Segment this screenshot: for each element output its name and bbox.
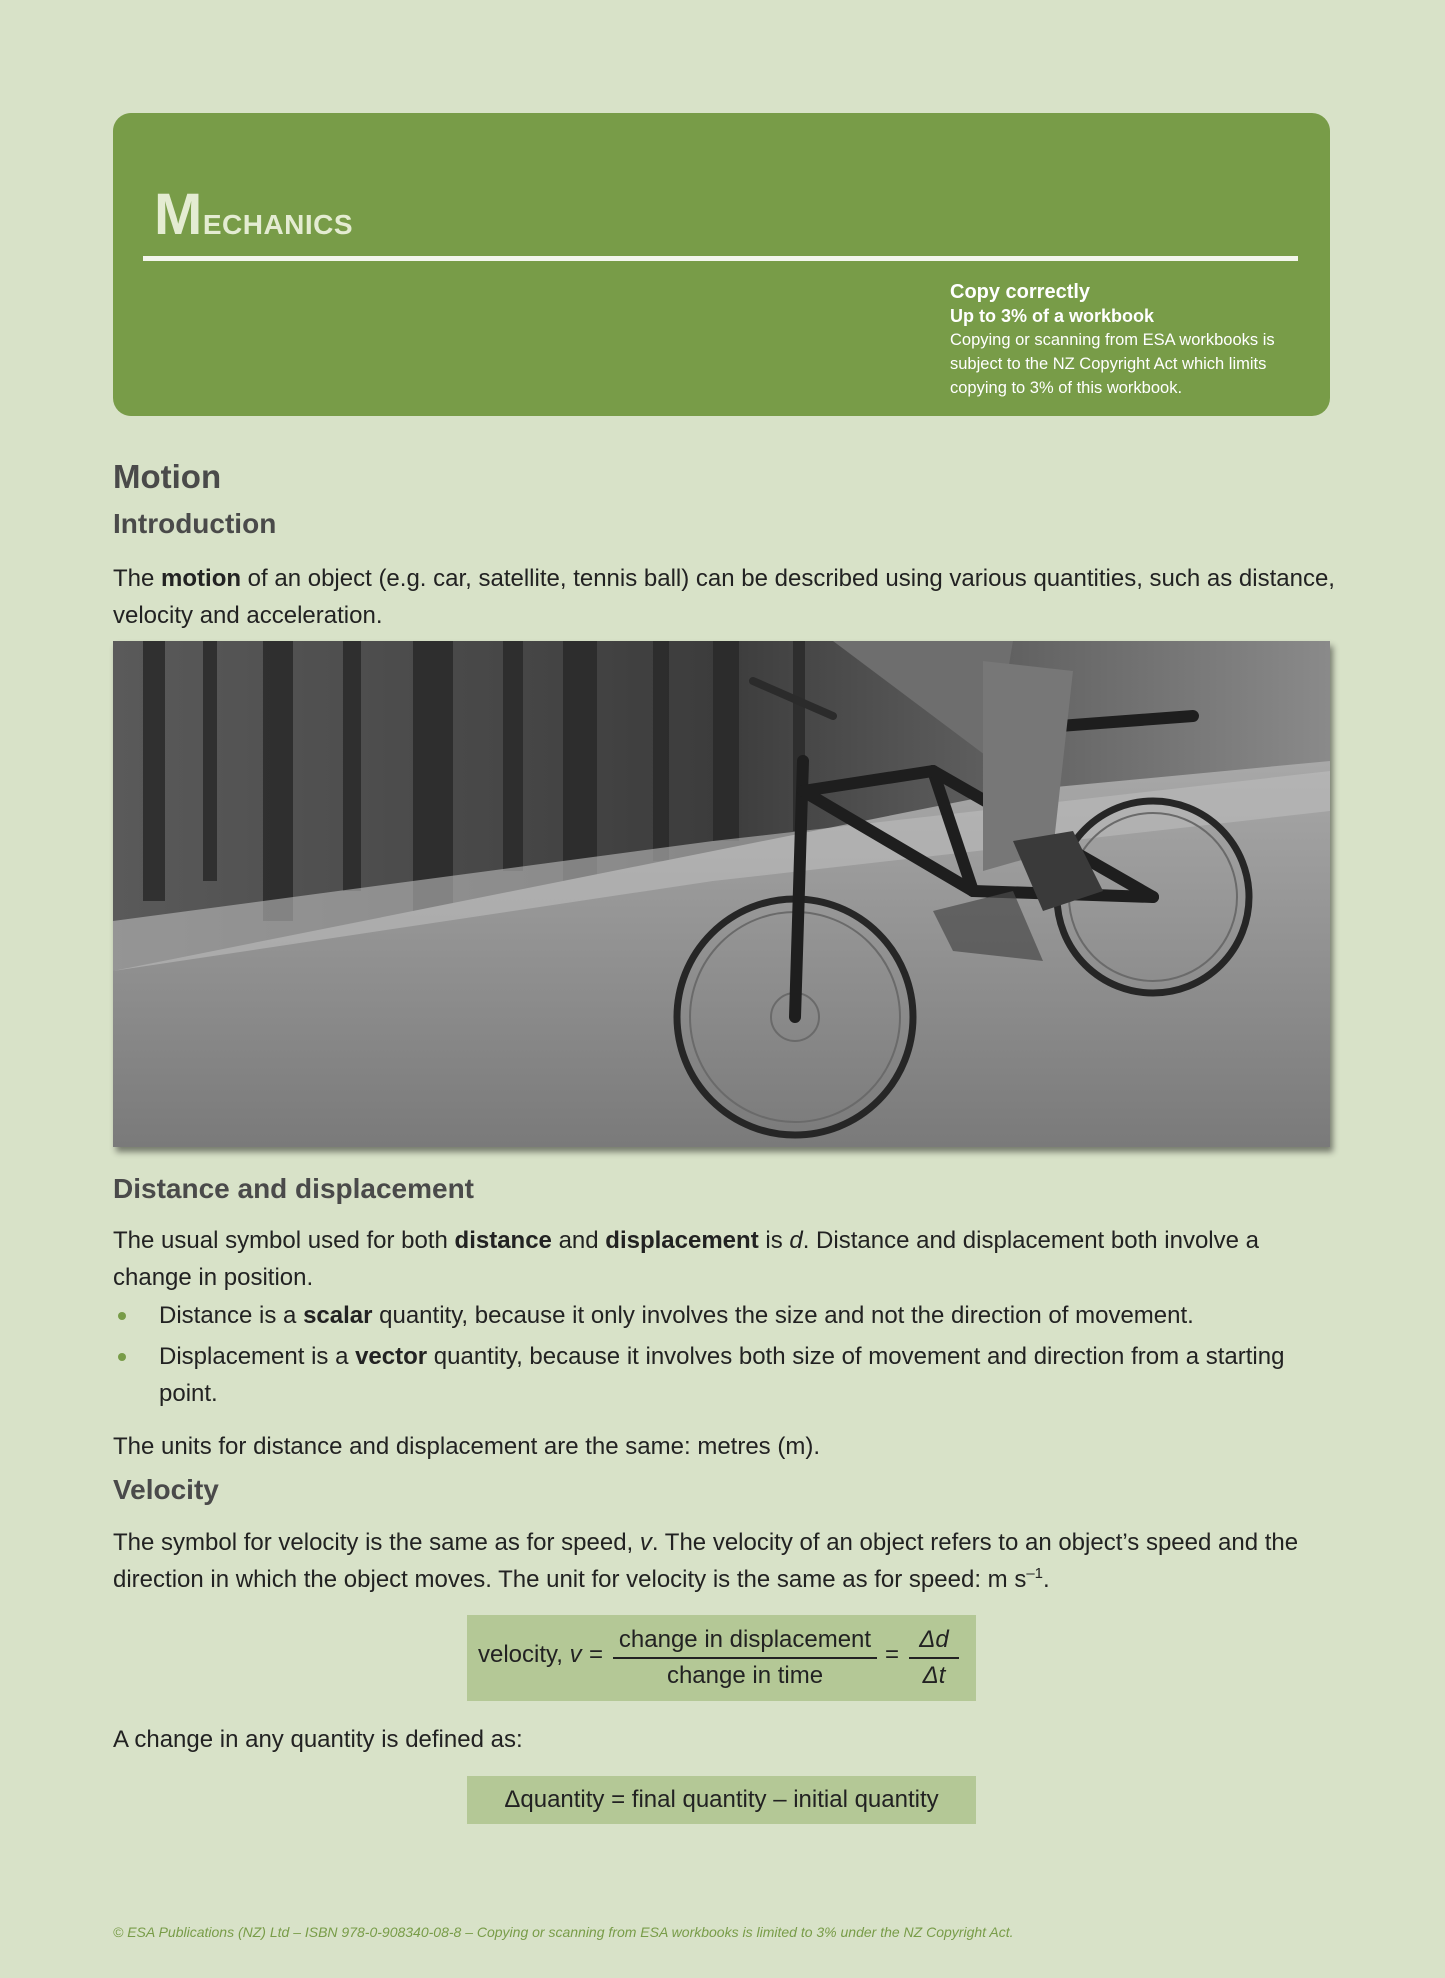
copy-title: Copy correctly <box>950 281 1091 303</box>
copy-text: Copying or scanning from ESA workbooks is subject to the NZ Copyright Act which limits copying to 3% of this workbook. <box>950 331 1275 397</box>
banner-divider <box>143 256 1298 261</box>
subheading-distance: Distance and displacement <box>113 1173 475 1204</box>
units-paragraph: The units for distance and displacement are the same: metres (m). <box>113 1433 820 1460</box>
distance-bullet-list <box>113 1297 1343 1416</box>
fraction-denominator: Δt <box>922 1662 946 1689</box>
fraction-numerator: Δd <box>919 1626 949 1653</box>
copyright-notice <box>950 280 1320 400</box>
copy-subtitle: Up to 3% of a workbook <box>950 306 1155 326</box>
equals-sign: = <box>885 1641 900 1668</box>
distance-paragraph: The usual symbol used for both distance and displacement is d. Distance and displacement both involve a change in position. <box>113 1227 1259 1291</box>
delta-fraction <box>909 1625 959 1691</box>
fraction-numerator: change in displacement <box>618 1626 872 1653</box>
formula-label: velocity, v <box>478 1641 582 1668</box>
change-intro: A change in any quantity is defined as: <box>113 1726 523 1753</box>
chapter-title: Mechanics <box>154 182 354 247</box>
cyclist-photo <box>113 641 1330 1147</box>
header-banner <box>113 113 1330 416</box>
subheading-velocity: Velocity <box>113 1474 219 1505</box>
displacement-over-time-fraction <box>613 1625 877 1691</box>
intro-paragraph: The motion of an object (e.g. car, satellite, tennis ball) can be described using various quantities, such as distance, velocity and acceleration. <box>113 565 1335 629</box>
footer-copyright: © ESA Publications (NZ) Ltd – ISBN 978-0-908340-08-8 – Copying or scanning from ESA workbooks is limited to 3% under the NZ Copyright Act. <box>113 1924 1014 1940</box>
list-item: Distance is a scalar quantity, because it only involves the size and not the direction of movement. <box>113 1297 1343 1334</box>
fraction-denominator: change in time <box>666 1662 824 1689</box>
list-item: Displacement is a vector quantity, because it involves both size of movement and direction from a starting point. <box>113 1338 1343 1412</box>
change-formula: Δquantity = final quantity – initial quantity <box>467 1776 976 1824</box>
subheading-introduction: Introduction <box>113 508 277 539</box>
section-heading-motion: Motion <box>113 458 222 495</box>
velocity-formula <box>467 1615 976 1701</box>
equals-sign: = <box>589 1641 604 1668</box>
velocity-paragraph: The symbol for velocity is the same as for speed, v. The velocity of an object refers to an object’s speed and the direction in which the object moves. The unit for velocity is the same as for speed: m $s^{-1}$. <box>113 1529 1299 1593</box>
